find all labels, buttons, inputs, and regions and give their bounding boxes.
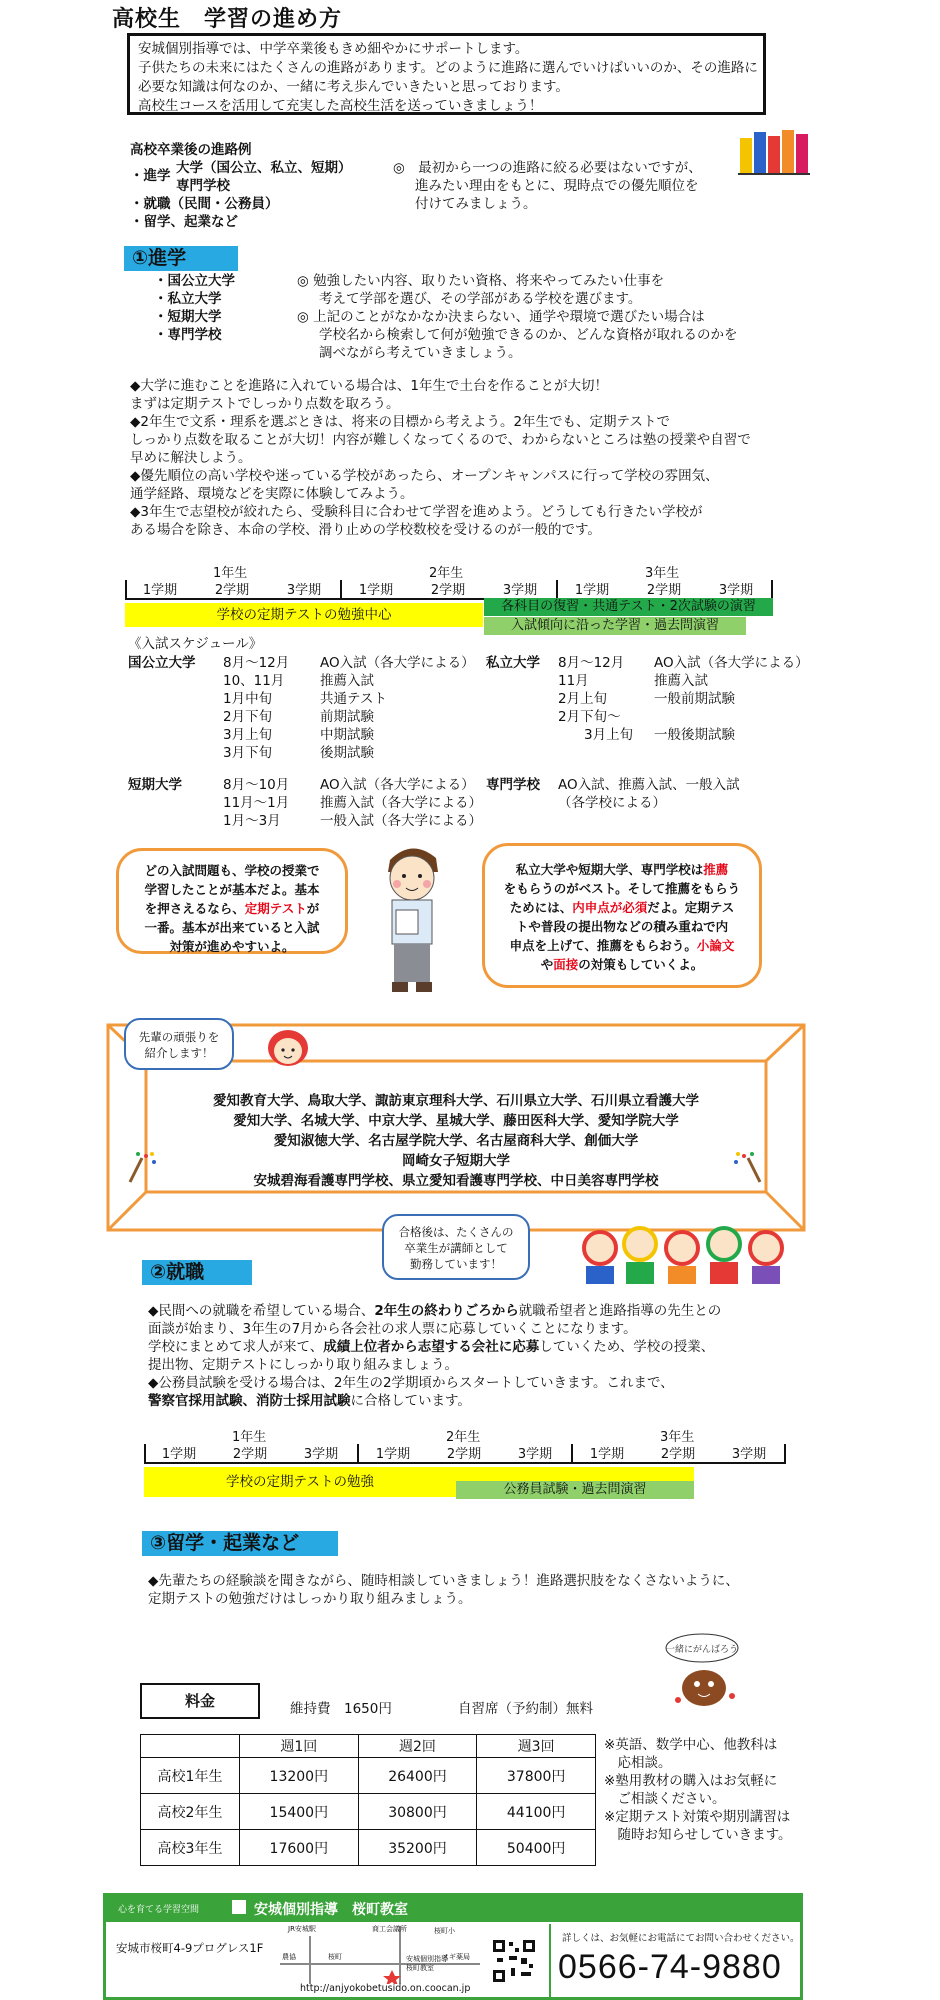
- schedule-date: 8月～10月: [223, 777, 290, 793]
- bubble-text: 一番。基本が出来ていると入試: [144, 920, 320, 935]
- schedule-exam: 共通テスト: [320, 691, 387, 707]
- bubble-text: 合格後は、たくさんの: [398, 1225, 514, 1239]
- fee-note: ご相談ください。: [604, 1791, 726, 1807]
- fee-notes: [604, 1736, 792, 1844]
- bubble-text: の対策もしていくよ。: [578, 957, 704, 972]
- bubble-text: や: [540, 957, 554, 972]
- note-line: 学校名から検索して何が勉強できるのか、どんな資格が取れるのかを: [319, 327, 738, 343]
- text: に合格しています。: [350, 1393, 471, 1409]
- table-cell: 17600円: [240, 1830, 359, 1866]
- timeline-axis: [144, 1462, 786, 1464]
- school-type: ・国公立大学: [154, 273, 235, 289]
- bubble-highlight: 推薦: [703, 862, 729, 877]
- advice-line: 通学経路、環境などを実際に体験してみよう。: [130, 486, 414, 502]
- text-emphasis: 2年生の終わりごろから: [374, 1303, 519, 1319]
- schedule-tanki: [223, 776, 482, 830]
- text: 提出物、定期テストにしっかり取り組みましょう。: [148, 1357, 458, 1373]
- shushoku-text: [148, 1302, 721, 1410]
- bubble-highlight: 小論文: [696, 938, 735, 953]
- school-name: 愛知大学、名城大学、中京大学、星城大学、藤田医科大学、愛知学院大学: [233, 1113, 679, 1129]
- timeline-term: 2学期: [446, 1447, 482, 1462]
- advice-line: ◆2年生で文系・理系を選ぶときは、将来の目標から考えよう。2年生でも、定期テストで: [130, 414, 671, 430]
- paths-note-line: ◎ 最初から一つの進路に絞る必要はないですが、: [393, 160, 702, 176]
- schedule-date: 1月～3月: [223, 813, 281, 829]
- path-shushoku: ・就職（民間・公務員）: [130, 196, 279, 212]
- note-line: ◎ 上記のことがなかなか決まらない、通学や環境で選びたい場合は: [297, 309, 705, 325]
- text: ◆先輩たちの経験談を聞きながら、随時相談していきましょう！進路選択肢をなくさないように、: [148, 1573, 739, 1589]
- timeline-term: 3学期: [731, 1447, 767, 1462]
- shingaku-notes: [297, 272, 738, 362]
- schedule-date: 8月～12月: [223, 655, 290, 671]
- timeline-term: 1学期: [142, 583, 178, 598]
- path-shingaku-detail: 大学（国公立、私立、短期）: [176, 160, 352, 176]
- table-row: [141, 1758, 596, 1794]
- text: 就職希望者と進路指導の先生との: [518, 1303, 722, 1319]
- school-name: 安城碧海看護専門学校、県立愛知看護専門学校、中日美容専門学校: [253, 1173, 659, 1189]
- timeline-year: 3年生: [660, 1430, 695, 1445]
- logo-icon: [232, 1900, 246, 1914]
- intro-box: [127, 33, 766, 115]
- schedule-date: 1月中旬: [223, 691, 273, 707]
- map-label: 桜町: [328, 1953, 342, 1961]
- bubble-text: 卒業生が講師として: [404, 1241, 508, 1255]
- advice-line: まずは定期テストでしっかり点数を取ろう。: [130, 396, 400, 412]
- bubble-text: 先輩の頑張りを: [138, 1030, 220, 1044]
- timeline-term: 1学期: [589, 1447, 625, 1462]
- table-cell: 50400円: [477, 1830, 596, 1866]
- footer-phone[interactable]: 0566-74-9880: [558, 1948, 782, 1986]
- schedule-exam: 推薦入試: [654, 673, 708, 689]
- table-cell: 26400円: [358, 1758, 477, 1794]
- timeline-term: 1学期: [375, 1447, 411, 1462]
- text-emphasis: 成績上位者から志望する会社に応募: [323, 1339, 540, 1355]
- paths-note-line: 付けてみましょう。: [415, 196, 537, 212]
- bubble-text: 私立大学や短期大学、専門学校は: [515, 862, 704, 877]
- table-cell: 30800円: [358, 1794, 477, 1830]
- schedule-date: 3月上旬: [584, 727, 634, 743]
- schedule-date: 11月～1月: [223, 795, 290, 811]
- schedule-exam: 推薦入試（各大学による）: [320, 795, 482, 811]
- text-emphasis: 警察官採用試験、消防士採用試験: [148, 1393, 351, 1409]
- bubble-text: 勤務しています！: [410, 1257, 502, 1271]
- location-star-icon: [383, 1970, 401, 1984]
- timeline-shushoku: [144, 1426, 786, 1466]
- timeline-term: 2学期: [660, 1447, 696, 1462]
- table-row: [141, 1794, 596, 1830]
- path-shingaku: ・進学: [130, 168, 171, 184]
- timeline-term: 1学期: [574, 583, 610, 598]
- intro-line: 高校生コースを活用して充実した高校生活を送っていきましょう！: [138, 98, 543, 114]
- bubble-text: が: [306, 901, 320, 916]
- table-header-row: [141, 1735, 596, 1758]
- schedule-date: 2月下旬～: [558, 709, 621, 725]
- schedule-exam: 一般前期試験: [654, 691, 735, 707]
- map-label: スギ薬局: [442, 1953, 470, 1961]
- timeline-year: 1年生: [232, 1430, 267, 1445]
- schedule-exam: AO入試（各大学による）: [654, 655, 809, 671]
- schedule-exam: 一般入試（各大学による）: [320, 813, 482, 829]
- text: 面談が始まり、3年生の7月から各会社の求人票に応募していくことになります。: [148, 1321, 637, 1337]
- intro-line: 安城個別指導では、中学卒業後もきめ細やかにサポートします。: [138, 41, 529, 57]
- map-label: 安城個別指導: [406, 1955, 448, 1963]
- timeline-bar-review: 各科目の復習・共通テスト・2次試験の演習: [484, 598, 773, 616]
- footer-inquiry: 詳しくは、お気軽にお電話にてお問い合わせください。: [562, 1933, 800, 1944]
- timeline-term: 2学期: [232, 1447, 268, 1462]
- schedule-exam: 推薦入試: [320, 673, 374, 689]
- timeline-term: 1学期: [161, 1447, 197, 1462]
- schedule-tanki-label: 短期大学: [128, 777, 182, 793]
- paths-heading: 高校卒業後の進路例: [130, 142, 252, 158]
- footer-address: 安城市桜町4-9プログレス1F: [116, 1941, 264, 1955]
- schedule-kokkou: [223, 654, 475, 762]
- note-line: 調べながら考えていきましょう。: [319, 345, 522, 361]
- speech-bubble-left: [116, 848, 348, 954]
- text: ◆民間への就職を希望している場合、: [148, 1303, 375, 1319]
- timeline-bar-kakomon: 入試傾向に沿った学習・過去問演習: [484, 617, 746, 635]
- timeline-term: 3学期: [517, 1447, 553, 1462]
- shingaku-advice: [130, 377, 751, 539]
- footer: [103, 1893, 803, 2000]
- advice-line: ◆優先順位の高い学校や迷っている学校があったら、オープンキャンパスに行って学校の雰囲気、: [130, 468, 719, 484]
- map-label: 商工会議所: [372, 1925, 407, 1933]
- timeline-year: 2年生: [429, 566, 464, 581]
- advice-line: ある場合を除き、本命の学校、滑り止めの学校数校を受けるのが一般的です。: [130, 522, 601, 538]
- table-cell: 高校1年生: [141, 1758, 240, 1794]
- school-type: ・短期大学: [154, 309, 222, 325]
- advice-line: 早めに解決しよう。: [130, 450, 252, 466]
- fee-table: [140, 1734, 596, 1866]
- bubble-highlight: 内申点が必須: [572, 900, 648, 915]
- schedule-date: 11月: [558, 673, 589, 689]
- bubble-text: どの入試問題も、学校の授業で: [144, 863, 320, 878]
- text: 定期テストの勉強だけはしっかり取り組みましょう。: [148, 1591, 472, 1607]
- fee-note: ※定期テスト対策や期別講習は: [604, 1809, 791, 1825]
- fee-maintenance: 維持費 1650円: [290, 1701, 392, 1717]
- table-header: 週2回: [358, 1735, 477, 1758]
- note-line: 考えて学部を選び、その学部がある学校を選びます。: [319, 291, 642, 307]
- schedule-date: 3月下旬: [223, 745, 273, 761]
- table-cell: 高校2年生: [141, 1794, 240, 1830]
- schedule-exam: AO入試（各大学による）: [320, 777, 475, 793]
- schedule-kokkou-label: 国公立大学: [128, 655, 196, 671]
- timeline-term: 3学期: [286, 583, 322, 598]
- bubble-text: トや普段の提出物などの積み重ねで内: [515, 919, 729, 934]
- timeline-bar-teiki: 学校の定期テストの勉強中心: [125, 603, 483, 627]
- section-header-shingaku: ①進学: [124, 246, 238, 271]
- path-ryugaku: ・留学、起業など: [130, 214, 238, 230]
- schedule-exam: AO入試（各大学による）: [320, 655, 475, 671]
- timeline-term: 3学期: [718, 583, 754, 598]
- bubble-text: をもらうのがベスト。そして推薦をもらう: [503, 881, 741, 896]
- footer-brand: 安城個別指導 桜町教室: [254, 1902, 408, 1918]
- fee-study-room: 自習席（予約制）無料: [458, 1701, 593, 1717]
- page-title: 高校生 学習の進め方: [112, 7, 343, 32]
- schedule-exam: AO入試、推薦入試、一般入試: [558, 777, 740, 793]
- bubble-text: だよ。定期テス: [647, 900, 735, 915]
- map-label: 桜町小: [434, 1927, 455, 1935]
- bubble-text: ためには、: [509, 900, 573, 915]
- section-header-shushoku: ②就職: [142, 1260, 252, 1285]
- confetti-icon: [126, 1150, 160, 1184]
- schedule-senmon-label: 専門学校: [486, 777, 540, 793]
- speech-bubble-right: [482, 843, 762, 988]
- school-type: ・私立大学: [154, 291, 222, 307]
- advice-line: ◆3年生で志望校が絞れたら、受験科目に合わせて学習を進めよう。どうしても行きたい学校が: [130, 504, 703, 520]
- ryugaku-text: [148, 1572, 739, 1608]
- table-cell: 13200円: [240, 1758, 359, 1794]
- timeline-year: 3年生: [645, 566, 680, 581]
- teacher-illustration-icon: [366, 838, 458, 998]
- intro-line: 子供たちの未来にはたくさんの進路があります。どのように進路に選んでいけばいいのか、その進路に: [138, 60, 758, 76]
- footer-tagline: 心を育てる学習空間: [118, 1905, 200, 1915]
- schedule-exam: 前期試験: [320, 709, 374, 725]
- bubble-text: 申点を上げて、推薦をもらおう。: [509, 938, 697, 953]
- fee-note: ※塾用教材の購入はお気軽に: [604, 1773, 778, 1789]
- timeline-year: 2年生: [446, 1430, 481, 1445]
- timeline-bar-koumuin: 公務員試験・過去問演習: [456, 1481, 694, 1499]
- table-header: [141, 1735, 240, 1758]
- timeline-term: 2学期: [646, 583, 682, 598]
- school-types: [154, 272, 235, 344]
- bubble-highlight: 定期テスト: [244, 901, 307, 916]
- intro-line: 必要な知識は何なのか、一緒に考え歩んでいきたいと思っております。: [138, 79, 569, 95]
- timeline-bar-teiki: 学校の定期テストの勉強: [144, 1467, 456, 1497]
- schedule-date: 2月上旬: [558, 691, 608, 707]
- mascot-speech: 一緒にがんばろう: [665, 1645, 739, 1655]
- footer-url[interactable]: http://anjyokobetusido.on.coocan.jp: [300, 1983, 471, 1994]
- note-line: ◎ 勉強したい内容、取りたい資格、将来やってみたい仕事を: [297, 273, 665, 289]
- table-cell: 高校3年生: [141, 1830, 240, 1866]
- results-bubble: [124, 1018, 234, 1070]
- banner-flags-icon: [738, 128, 810, 178]
- schedule-date: 3月上旬: [223, 727, 273, 743]
- timeline-bar-teiki-ext: [456, 1467, 694, 1481]
- paths-note: [393, 159, 702, 213]
- graduates-bubble: [382, 1214, 530, 1280]
- schedule-exam: （各学校による）: [558, 795, 666, 811]
- fee-note: 応相談。: [604, 1755, 672, 1771]
- timeline-term: 3学期: [502, 583, 538, 598]
- table-header: 週1回: [240, 1735, 359, 1758]
- school-name: 愛知教育大学、鳥取大学、諏訪東京理科大学、石川県立大学、石川県立看護大学: [213, 1093, 699, 1109]
- advice-line: しっかり点数を取ることが大切！内容が難しくなってくるので、わからないところは塾の授業や自習で: [130, 432, 751, 448]
- schedule-date: 10、11月: [223, 673, 285, 689]
- fee-note: 随時お知らせしていきます。: [604, 1827, 792, 1843]
- schedule-exam: 一般後期試験: [654, 727, 735, 743]
- table-header: 週3回: [477, 1735, 596, 1758]
- path-senmon: 専門学校: [176, 178, 230, 194]
- table-cell: 44100円: [477, 1794, 596, 1830]
- text: していくため、学校の授業、: [539, 1339, 715, 1355]
- confetti-icon: [730, 1150, 764, 1184]
- bubble-text: 紹介します！: [144, 1046, 214, 1060]
- table-cell: 37800円: [477, 1758, 596, 1794]
- text: 学校にまとめて求人が来て、: [148, 1339, 324, 1355]
- qr-code-icon: [491, 1938, 537, 1984]
- results-school-list: [146, 1091, 766, 1191]
- bubble-highlight: 面接: [553, 957, 579, 972]
- paths-note-line: 進みたい理由をもとに、現時点での優先順位を: [415, 178, 699, 194]
- school-name: 愛知淑徳大学、名古屋学院大学、名古屋商科大学、創価大学: [273, 1133, 639, 1149]
- schedule-exam: 中期試験: [320, 727, 374, 743]
- table-cell: 15400円: [240, 1794, 359, 1830]
- table-row: [141, 1830, 596, 1866]
- timeline-year: 1年生: [213, 566, 248, 581]
- timeline-term: 2学期: [430, 583, 466, 598]
- schedule-date: 8月～12月: [558, 655, 625, 671]
- school-type: ・専門学校: [154, 327, 222, 343]
- girl-illustration-icon: [262, 1024, 314, 1070]
- schedule-shiritsu-label: 私立大学: [486, 655, 540, 671]
- footer-bar: [106, 1896, 800, 1922]
- schedule-shiritsu: [558, 654, 809, 744]
- bubble-text: 対策が進めやすいよ。: [169, 939, 295, 954]
- schedule-date: 2月下旬: [223, 709, 273, 725]
- map-label: 桜町教室: [406, 1964, 434, 1972]
- fee-label: 料金: [140, 1683, 260, 1719]
- footer-divider: [549, 1924, 551, 2000]
- schedule-senmon: [558, 776, 740, 812]
- section-header-ryugaku: ③留学・起業など: [142, 1531, 338, 1556]
- timeline-term: 3学期: [303, 1447, 339, 1462]
- bubble-text: を押さえるなら、: [144, 901, 245, 916]
- map-label: JR安城駅: [288, 1925, 316, 1933]
- school-name: 岡崎女子短期大学: [402, 1153, 510, 1169]
- map-label: 農協: [282, 1953, 296, 1961]
- schedule-heading: 《入試スケジュール》: [128, 636, 263, 652]
- timeline-term: 2学期: [214, 583, 250, 598]
- timeline-shingaku: [125, 562, 773, 602]
- students-illustration-icon: [578, 1222, 808, 1286]
- table-cell: 35200円: [358, 1830, 477, 1866]
- fee-note: ※英語、数学中心、他教科は: [604, 1737, 778, 1753]
- advice-line: ◆大学に進むことを進路に入れている場合は、1年生で土台を作ることが大切！: [130, 378, 608, 394]
- mascot-illustration-icon: [662, 1630, 746, 1710]
- schedule-exam: 後期試験: [320, 745, 374, 761]
- bubble-text: 学習したことが基本だよ。基本: [144, 882, 320, 897]
- timeline-term: 1学期: [358, 583, 394, 598]
- text: ◆公務員試験を受ける場合は、2年生の2学期頃からスタートしていきます。これまで、: [148, 1375, 674, 1391]
